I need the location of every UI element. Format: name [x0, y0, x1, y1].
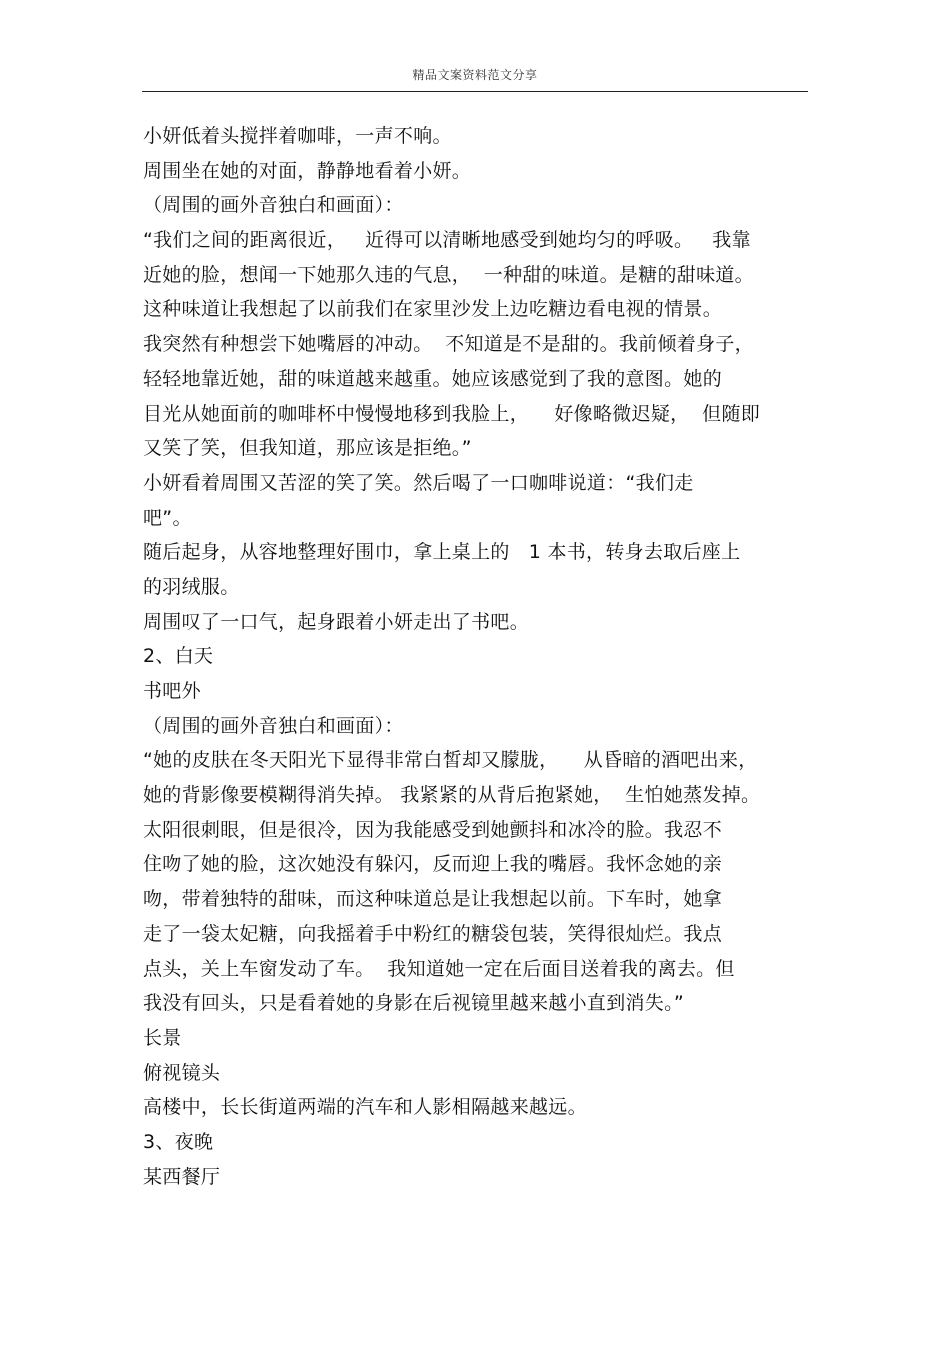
text-line: 高楼中，长长街道两端的汽车和人影相隔越来越远。 [143, 1096, 587, 1119]
text-line: 这种味道让我想起了以前我们在家里沙发上边吃糖边看电视的情景。 [143, 298, 723, 321]
text-line: 轻轻地靠近她，甜的味道越来越重。她应该感觉到了我的意图。她的 [143, 367, 723, 390]
scene-location: 某西餐厅 [143, 1165, 221, 1188]
text-line: 近她的脸，想闻一下她那久违的气息， 一种甜的味道。是糖的甜味道。 [143, 263, 754, 286]
text-line: （周围的画外音独白和画面）： [143, 714, 404, 737]
text-line: 随后起身，从容地整理好围巾，拿上桌上的 1 本书，转身去取后座上 [143, 541, 741, 564]
text-line: 点头，关上车窗发动了车。 我知道她一定在后面目送着我的离去。但 [143, 957, 735, 980]
text-line: 又笑了笑，但我知道，那应该是拒绝。” [143, 437, 472, 460]
text-line: 吻，带着独特的甜味，而这种味道总是让我想起以前。下车时，她拿 [143, 888, 723, 911]
text-line: 走了一袋太妃糖，向我摇着手中粉红的糖袋包装，笑得很灿烂。我点 [143, 922, 723, 945]
page-header-title: 精品文案资料范文分享 [412, 68, 538, 82]
section-heading: 2、白天 [143, 645, 214, 668]
text-line: 周围坐在她的对面，静静地看着小妍。 [143, 159, 472, 182]
text-line: 太阳很刺眼，但是很冷，因为我能感受到她颤抖和冰冷的脸。我忍不 [143, 818, 723, 841]
document-body [143, 119, 813, 1194]
text-line: 住吻了她的脸，这次她没有躲闪，反而迎上我的嘴唇。我怀念她的亲 [143, 853, 723, 876]
text-line: 吧”。 [143, 506, 192, 529]
text-line: 周围叹了一口气，起身跟着小妍走出了书吧。 [143, 610, 530, 633]
text-line: 小妍看着周围又苦涩的笑了笑。然后喝了一口咖啡说道：“我们走 [143, 471, 694, 494]
text-line: 她的背影像要模糊得消失掉。 我紧紧的从背后抱紧她， 生怕她蒸发掉。 [143, 784, 761, 807]
text-line: “她的皮肤在冬天阳光下显得非常白皙却又朦胧， 从昏暗的酒吧出来， [143, 749, 758, 772]
text-line: （周围的画外音独白和画面）： [143, 194, 404, 217]
text-line: “我们之间的距离很近， 近得可以清晰地感受到她均匀的呼吸。 我靠 [143, 229, 751, 252]
text-line: 我没有回头，只是看着她的身影在后视镜里越来越小直到消失。” [143, 992, 685, 1015]
text-line: 小妍低着头搅拌着咖啡，一声不响。 [143, 125, 452, 147]
header-divider [142, 91, 808, 92]
text-line: 目光从她面前的咖啡杯中慢慢地移到我脸上， 好像略微迟疑， 但随即 [143, 402, 761, 425]
shot-type: 长景 [143, 1026, 182, 1049]
text-line: 我突然有种想尝下她嘴唇的冲动。 不知道是不是甜的。我前倾着身子， [143, 333, 754, 356]
shot-type: 俯视镜头 [143, 1061, 221, 1084]
text-line: 的羽绒服。 [143, 575, 240, 598]
section-heading: 3、夜晚 [143, 1130, 214, 1153]
scene-location: 书吧外 [143, 680, 201, 702]
